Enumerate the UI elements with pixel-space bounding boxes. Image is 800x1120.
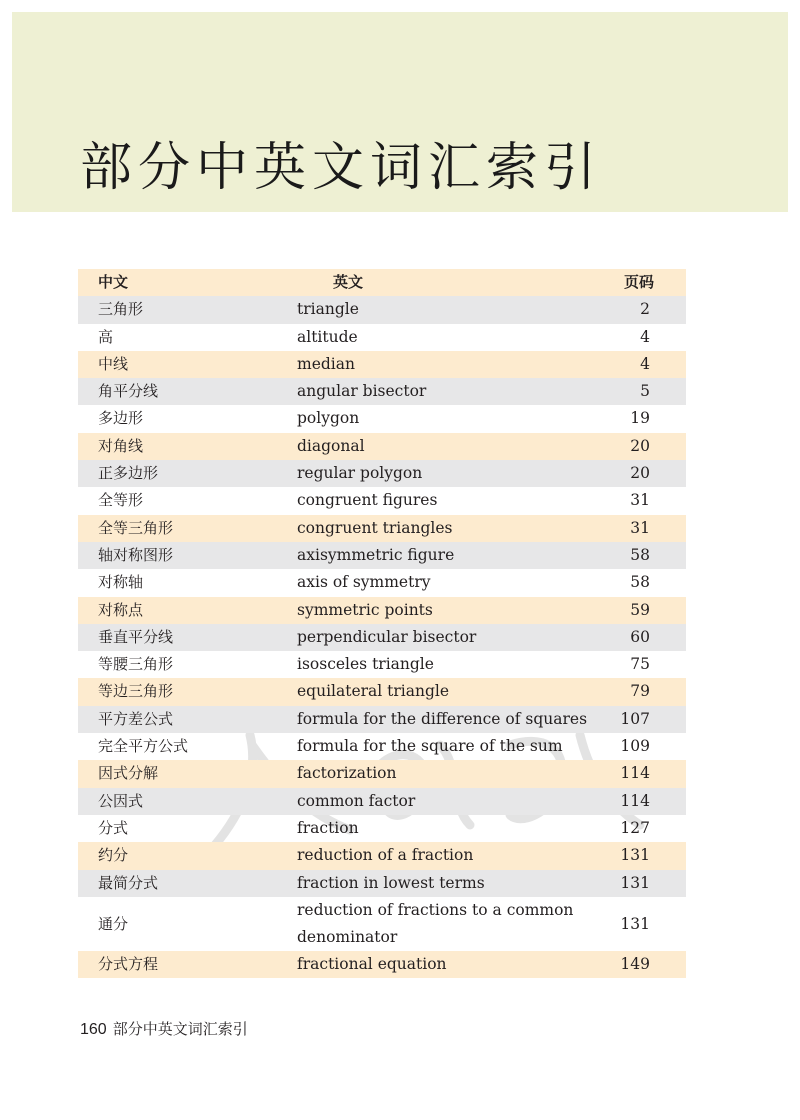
table-row xyxy=(78,324,686,351)
term-page-number: 58 xyxy=(630,545,650,564)
page-title: 部分中英文词汇索引 xyxy=(80,138,603,198)
page-footer xyxy=(80,1018,248,1039)
term-page-number: 75 xyxy=(630,655,650,674)
term-english: factorization xyxy=(297,764,397,783)
table-row xyxy=(78,706,686,733)
table-row xyxy=(78,351,686,378)
table-row xyxy=(78,378,686,405)
footer-section-title: 部分中英文词汇索引 xyxy=(112,1020,248,1038)
term-page-number: 20 xyxy=(630,436,650,455)
table-row xyxy=(78,542,686,569)
term-english: formula for the difference of squares xyxy=(297,709,588,728)
term-english: equilateral triangle xyxy=(297,682,450,701)
term-page-number: 2 xyxy=(640,300,650,319)
term-chinese: 平方差公式 xyxy=(98,709,174,728)
term-page-number: 79 xyxy=(630,682,650,701)
table-row xyxy=(78,651,686,678)
term-page-number: 5 xyxy=(640,382,650,401)
term-english: perpendicular bisector xyxy=(297,627,477,646)
term-english: common factor xyxy=(297,791,416,810)
term-page-number: 20 xyxy=(630,464,650,483)
term-page-number: 131 xyxy=(620,846,650,865)
term-english: isosceles triangle xyxy=(297,655,434,674)
term-page-number: 59 xyxy=(630,600,650,619)
table-row xyxy=(78,296,686,323)
term-page-number: 149 xyxy=(620,954,650,973)
term-chinese: 通分 xyxy=(98,914,129,933)
term-chinese: 中线 xyxy=(98,354,129,373)
table-row xyxy=(78,405,686,432)
table-header-row xyxy=(78,269,686,296)
term-page-number: 58 xyxy=(630,573,650,592)
term-chinese: 完全平方公式 xyxy=(98,737,189,756)
term-chinese: 最简分式 xyxy=(98,873,159,892)
term-english: congruent figures xyxy=(297,491,438,510)
term-chinese: 垂直平分线 xyxy=(98,627,174,646)
term-english: reduction of a fraction xyxy=(297,846,474,865)
table-row xyxy=(78,678,686,705)
table-row xyxy=(78,788,686,815)
term-chinese: 全等形 xyxy=(98,491,144,510)
table-row xyxy=(78,515,686,542)
term-page-number: 31 xyxy=(630,518,650,537)
term-page-number: 131 xyxy=(620,914,650,933)
term-page-number: 4 xyxy=(640,327,650,346)
term-chinese: 等边三角形 xyxy=(98,682,174,701)
term-chinese: 全等三角形 xyxy=(98,518,174,537)
term-english: fractional equation xyxy=(297,954,447,973)
term-page-number: 107 xyxy=(620,709,650,728)
table-row xyxy=(78,815,686,842)
term-chinese: 正多边形 xyxy=(98,464,159,483)
table-row xyxy=(78,897,686,951)
vocabulary-index-table xyxy=(78,269,686,978)
term-chinese: 对称点 xyxy=(98,600,144,619)
term-page-number: 60 xyxy=(630,627,650,646)
term-english: symmetric points xyxy=(297,600,433,619)
table-row xyxy=(78,487,686,514)
term-chinese: 轴对称图形 xyxy=(98,545,174,564)
term-english: formula for the square of the sum xyxy=(297,737,563,756)
footer-page-number: 160 xyxy=(80,1021,107,1038)
term-page-number: 19 xyxy=(630,409,650,428)
term-chinese: 角平分线 xyxy=(98,382,159,401)
term-english: angular bisector xyxy=(297,382,427,401)
term-chinese: 分式方程 xyxy=(98,954,159,973)
term-english: reduction of fractions to a common denominator xyxy=(297,900,574,946)
term-english: fraction xyxy=(297,818,359,837)
term-chinese: 分式 xyxy=(98,818,129,837)
term-page-number: 109 xyxy=(620,737,650,756)
term-english: polygon xyxy=(297,409,360,428)
table-row xyxy=(78,870,686,897)
term-chinese: 因式分解 xyxy=(98,764,159,783)
term-page-number: 131 xyxy=(620,873,650,892)
term-page-number: 31 xyxy=(630,491,650,510)
term-english: diagonal xyxy=(297,436,365,455)
term-page-number: 114 xyxy=(620,791,650,810)
header-page: 页码 xyxy=(623,273,654,291)
term-chinese: 三角形 xyxy=(98,300,144,319)
term-english: median xyxy=(297,354,355,373)
term-english: congruent triangles xyxy=(297,518,453,537)
table-row xyxy=(78,842,686,869)
term-english: axisymmetric figure xyxy=(297,545,455,564)
term-english: axis of symmetry xyxy=(297,573,431,592)
table-row xyxy=(78,624,686,651)
term-chinese: 多边形 xyxy=(98,409,144,428)
term-chinese: 约分 xyxy=(98,846,129,865)
table-row xyxy=(78,760,686,787)
term-english: regular polygon xyxy=(297,464,423,483)
table-row xyxy=(78,733,686,760)
term-chinese: 公因式 xyxy=(98,791,144,810)
header-chinese: 中文 xyxy=(98,273,129,291)
header-english: 英文 xyxy=(333,273,364,291)
term-page-number: 127 xyxy=(620,818,650,837)
term-chinese: 对角线 xyxy=(98,436,144,455)
table-row xyxy=(78,460,686,487)
term-english: triangle xyxy=(297,300,359,319)
table-row xyxy=(78,569,686,596)
term-page-number: 4 xyxy=(640,354,650,373)
term-english: fraction in lowest terms xyxy=(297,873,485,892)
term-chinese: 等腰三角形 xyxy=(98,655,174,674)
table-row xyxy=(78,951,686,978)
term-page-number: 114 xyxy=(620,764,650,783)
table-row xyxy=(78,433,686,460)
table-row xyxy=(78,597,686,624)
term-chinese: 对称轴 xyxy=(98,573,144,592)
term-english: altitude xyxy=(297,327,358,346)
term-chinese: 高 xyxy=(98,327,114,346)
